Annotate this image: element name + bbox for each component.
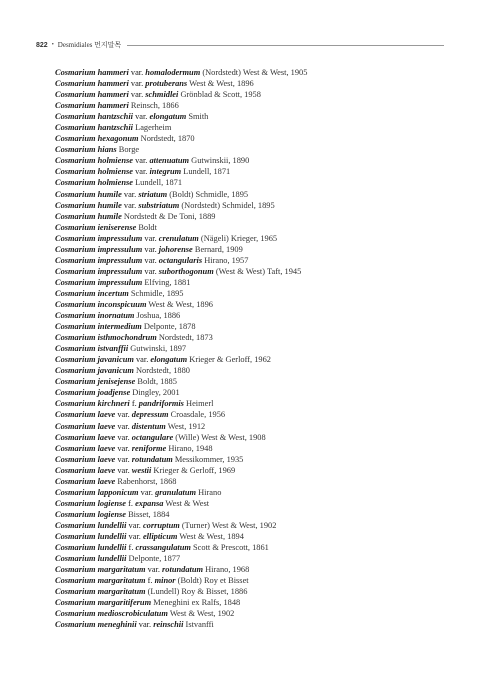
taxon-infraspecific: elongatum [150,355,188,365]
taxon-rank: var. [123,200,137,210]
taxon-entry [55,476,455,487]
taxon-entry [55,122,455,133]
taxon-authority: Dingley, 2001 [132,388,180,398]
taxon-entry [55,288,455,299]
taxon-rank: var. [144,266,157,276]
taxon-authority: Delponte, 1878 [143,322,196,332]
taxon-species: ieniserense [97,222,137,232]
taxon-entry [55,200,455,211]
taxon-entry [55,575,455,586]
taxon-entry [55,597,455,608]
taxon-authority: Grönblad & Scott, 1958 [180,90,261,100]
taxon-authority: Hirano, 1957 [204,255,249,265]
taxon-rank: var. [135,156,148,166]
taxon-species: hexagonum [97,134,139,144]
taxon-rank: f. [128,543,134,553]
taxon-entry [55,376,455,387]
taxon-entry [55,155,455,166]
taxon-species: jenisejense [97,377,136,387]
taxon-species: lundellii [97,520,127,530]
taxon-entry [55,78,455,89]
taxon-infraspecific: granulatum [155,487,197,497]
taxon-infraspecific: striatum [138,189,168,199]
taxon-genus: Cosmarium [55,609,96,619]
taxon-genus: Cosmarium [55,443,96,453]
taxon-species: kirchneri [97,399,130,409]
taxon-species: hammeri [97,68,129,77]
taxon-rank: var. [117,443,130,453]
taxon-rank: var. [128,520,141,530]
taxon-authority: Boldt [138,222,157,232]
taxon-genus: Cosmarium [55,620,96,630]
taxon-species: medioscrobiculatum [97,609,168,619]
taxon-genus: Cosmarium [55,134,96,144]
taxon-entry [55,608,455,619]
taxon-species: inornatum [97,311,135,321]
taxon-entry [55,244,455,255]
taxon-species: humile [97,189,122,199]
taxon-entry [55,553,455,564]
taxon-infraspecific: pandriformis [138,399,184,409]
taxon-rank: var. [130,90,144,100]
taxon-authority: Istvanffi [185,620,214,630]
bullet-separator: • [51,42,54,48]
taxon-genus: Cosmarium [55,531,96,541]
taxon-infraspecific: rotundatum [131,454,173,464]
taxon-authority: West & West, 1896 [189,79,254,89]
taxon-infraspecific: westii [131,465,152,475]
taxon-species: javanicum [97,355,134,365]
taxon-authority: West & West, 1894 [179,531,244,541]
taxon-genus: Cosmarium [55,355,96,365]
taxon-genus: Cosmarium [55,520,96,530]
taxon-genus: Cosmarium [55,454,96,464]
taxon-species: margaritatum [97,565,146,575]
taxon-genus: Cosmarium [55,322,96,332]
taxon-authority: Bernard, 1909 [194,244,243,254]
taxon-genus: Cosmarium [55,377,96,387]
taxon-authority: Nordstedt, 1873 [158,333,213,343]
taxon-entry [55,432,455,443]
taxon-infraspecific: expansa [135,498,164,508]
taxon-genus: Cosmarium [55,399,96,409]
taxon-entry [55,166,455,177]
taxon-genus: Cosmarium [55,388,96,398]
taxon-species: margaritatum [97,576,146,586]
taxon-genus: Cosmarium [55,90,96,100]
taxon-species: laeve [97,410,116,420]
taxon-authority: Scott & Prescott, 1861 [193,543,269,553]
taxon-entry [55,465,455,476]
taxon-authority: West & West, 1896 [148,299,213,309]
taxon-genus: Cosmarium [55,587,96,597]
taxon-authority: (Turner) West & West, 1902 [181,520,277,530]
taxon-entry [55,421,455,432]
taxon-entry [55,111,455,122]
taxon-authority: Gutwinski, 1897 [130,344,187,354]
taxon-rank: var. [135,355,149,365]
taxon-authority: Borge [118,145,140,155]
taxon-authority: Hirano, 1948 [168,443,213,453]
taxon-rank: f. [147,576,153,586]
taxon-authority: Croasdale, 1956 [170,410,226,420]
taxon-genus: Cosmarium [55,366,96,376]
taxon-entry [55,531,455,542]
taxon-species: humile [97,211,122,221]
taxon-authority: Messikommer, 1935 [174,454,244,464]
taxon-infraspecific: substriatum [138,200,180,210]
taxon-authority: Heimerl [186,399,214,409]
taxon-infraspecific: corruptum [142,520,180,530]
taxon-authority: Hirano [198,487,222,497]
taxon-entry [55,321,455,332]
taxon-species: meneghinii [97,620,137,630]
taxon-species: hantzschii [97,112,133,122]
taxon-species: hantzschii [97,123,133,133]
taxon-species: impressulum [97,255,143,265]
taxon-species: holmiense [97,178,133,188]
taxon-entry [55,299,455,310]
taxon-entry [55,487,455,498]
taxon-species: intermedium [97,322,142,332]
taxon-authority: West & West, 1902 [169,609,235,619]
taxon-rank: var. [140,487,153,497]
taxon-infraspecific: ellipticum [142,531,178,541]
taxon-rank: var. [135,167,148,177]
taxon-genus: Cosmarium [55,344,96,354]
taxon-species: margaritatum [97,587,146,597]
taxon-genus: Cosmarium [55,211,96,221]
taxon-authority: Bisset, 1884 [128,509,170,519]
taxon-genus: Cosmarium [55,233,96,243]
taxon-entry [55,520,455,531]
taxon-rank: var. [117,410,130,420]
header-rule [127,45,444,46]
taxon-genus: Cosmarium [55,178,96,188]
taxon-authority: Delponte, 1877 [128,554,181,564]
taxon-entry [55,443,455,454]
taxon-infraspecific: attenuatum [149,156,190,166]
taxon-infraspecific: elongatum [149,112,187,122]
taxon-authority: Elfving, 1881 [144,277,191,287]
taxon-genus: Cosmarium [55,255,96,265]
taxon-species: hammeri [97,101,129,111]
taxon-genus: Cosmarium [55,244,96,254]
taxon-entry [55,409,455,420]
taxon-genus: Cosmarium [55,156,96,166]
taxon-genus: Cosmarium [55,299,96,309]
taxon-genus: Cosmarium [55,333,96,343]
taxon-entry [55,144,455,155]
taxon-genus: Cosmarium [55,598,96,608]
taxon-entry [55,133,455,144]
taxon-species: lundellii [97,543,127,553]
taxon-species: laeve [97,443,116,453]
taxon-genus: Cosmarium [55,498,96,508]
taxon-entry [55,387,455,398]
taxon-authority: Lundell, 1871 [135,178,183,188]
taxon-genus: Cosmarium [55,421,96,431]
taxon-rank: var. [117,465,130,475]
taxon-genus: Cosmarium [55,112,96,122]
taxon-authority: (Nordstedt) Schmidel, 1895 [181,200,275,210]
taxon-authority: Krieger & Gerloff, 1969 [153,465,236,475]
taxon-authority: Hirano, 1968 [205,565,250,575]
taxon-genus: Cosmarium [55,200,96,210]
taxon-genus: Cosmarium [55,145,96,155]
taxon-rank: var. [123,189,137,199]
taxon-infraspecific: johorense [158,244,193,254]
taxon-authority: Schmidle, 1895 [130,288,184,298]
taxon-infraspecific: schmidlei [145,90,179,100]
taxon-species: impressulum [97,233,143,243]
taxon-infraspecific: reinschii [153,620,184,630]
taxon-authority: Boldt, 1885 [137,377,177,387]
taxon-genus: Cosmarium [55,554,96,564]
taxon-infraspecific: octangularis [158,255,203,265]
taxon-entry [55,332,455,343]
taxon-species: impressulum [97,244,143,254]
taxon-rank: var. [144,233,157,243]
taxon-rank: var. [130,68,144,77]
taxon-rank: var. [117,432,130,442]
taxon-authority: Nordstedt & De Toni, 1889 [123,211,216,221]
taxon-rank: var. [147,565,160,575]
taxon-entry [55,255,455,266]
taxon-entry [55,100,455,111]
taxon-entry [55,89,455,100]
taxon-genus: Cosmarium [55,167,96,177]
running-header [36,40,444,50]
taxon-entry [55,67,455,78]
taxon-rank: f. [128,498,133,508]
taxon-rank: var. [117,421,130,431]
taxon-entry [55,398,455,409]
taxon-authority: Joshua, 1886 [136,311,181,321]
taxon-infraspecific: reniforme [131,443,167,453]
taxon-genus: Cosmarium [55,465,96,475]
taxon-entry [55,177,455,188]
taxon-infraspecific: depressum [131,410,169,420]
taxon-genus: Cosmarium [55,509,96,519]
taxon-entry [55,542,455,553]
taxon-genus: Cosmarium [55,101,96,111]
taxon-infraspecific: minor [154,576,176,586]
taxon-species: lundellii [97,554,127,564]
taxon-authority: Nordstedt, 1880 [135,366,190,376]
taxon-infraspecific: suborthogonum [158,266,214,276]
taxon-genus: Cosmarium [55,543,96,553]
taxon-species: laeve [97,476,116,486]
taxon-authority: (Wille) West & West, 1908 [175,432,266,442]
taxon-species: laeve [97,454,116,464]
page-number: 822 [36,41,48,49]
taxon-entry [55,266,455,277]
taxon-species: hammeri [97,79,129,89]
taxon-authority: (Boldt) Roy et Bisset [177,576,249,586]
taxon-rank: f. [131,399,137,409]
taxon-genus: Cosmarium [55,222,96,232]
taxon-infraspecific: distentum [131,421,166,431]
taxon-species: logiense [97,498,126,508]
taxon-rank: var. [128,531,141,541]
taxon-species: incertum [97,288,129,298]
taxon-genus: Cosmarium [55,189,96,199]
taxon-entry [55,454,455,465]
taxon-species: margaritiferum [97,598,152,608]
taxon-genus: Cosmarium [55,487,96,497]
taxon-species: impressulum [97,277,143,287]
taxon-species: laeve [97,421,116,431]
taxon-authority: Meneghini ex Ralfs, 1848 [153,598,241,608]
taxon-entry [55,365,455,376]
taxon-species: logiense [97,509,126,519]
taxon-species: lapponicum [97,487,139,497]
taxon-entry [55,222,455,233]
taxon-species: holmiense [97,167,133,177]
taxon-species: humile [97,200,122,210]
taxon-infraspecific: crenulatum [158,233,199,243]
taxon-authority: West, 1912 [167,421,206,431]
taxon-rank: var. [117,454,130,464]
taxon-genus: Cosmarium [55,68,96,77]
taxon-authority: (West & West) Taft, 1945 [215,266,302,276]
taxon-authority: Lundell, 1871 [183,167,231,177]
taxon-entry [55,354,455,365]
taxon-genus: Cosmarium [55,266,96,276]
taxon-authority: Smith [188,112,209,122]
taxon-species: holmiense [97,156,133,166]
taxon-authority: West & West [165,498,210,508]
taxon-authority: Rabenhorst, 1868 [117,476,177,486]
taxon-authority: (Nägeli) Krieger, 1965 [200,233,278,243]
taxon-infraspecific: octangulare [131,432,174,442]
section-title: Desmidiales 먼지말목 [57,41,122,49]
taxon-rank: var. [138,620,152,630]
taxon-infraspecific: protuberans [145,79,188,89]
taxon-species: joadjense [97,388,131,398]
taxon-genus: Cosmarium [55,410,96,420]
taxon-rank: var. [144,244,157,254]
taxon-species: hians [97,145,117,155]
taxon-entry [55,189,455,200]
taxon-authority: Nordstedt, 1870 [140,134,195,144]
taxon-authority: (Nordstedt) West & West, 1905 [202,68,308,77]
taxon-genus: Cosmarium [55,123,96,133]
taxon-genus: Cosmarium [55,432,96,442]
taxon-entry [55,498,455,509]
taxon-species: hammeri [97,90,129,100]
taxon-entry [55,586,455,597]
taxon-list [55,67,455,630]
taxon-species: laeve [97,432,116,442]
taxon-species: impressulum [97,266,143,276]
taxon-rank: var. [130,79,144,89]
taxon-entry [55,211,455,222]
taxon-rank: var. [135,112,148,122]
taxon-entry [55,233,455,244]
taxon-species: inconspicuum [97,299,147,309]
taxon-entry [55,564,455,575]
taxon-genus: Cosmarium [55,79,96,89]
taxon-entry [55,619,455,630]
taxon-species: istvanffii [97,344,129,354]
taxon-authority: Gutwinskii, 1890 [191,156,250,166]
taxon-rank: var. [144,255,157,265]
taxon-species: isthmochondrum [97,333,157,343]
taxon-entry [55,310,455,321]
taxon-entry [55,343,455,354]
taxon-genus: Cosmarium [55,565,96,575]
taxon-authority: Lagerheim [135,123,172,133]
taxon-species: laeve [97,465,116,475]
taxon-authority: Reinsch, 1866 [130,101,179,111]
taxon-infraspecific: crassangulatum [135,543,191,553]
taxon-authority: (Lundell) Roy & Bisset, 1886 [147,587,248,597]
taxon-entry [55,277,455,288]
taxon-species: lundellii [97,531,127,541]
taxon-infraspecific: rotundatum [162,565,204,575]
taxon-genus: Cosmarium [55,288,96,298]
taxon-genus: Cosmarium [55,277,96,287]
taxon-species: javanicum [97,366,134,376]
taxon-genus: Cosmarium [55,476,96,486]
taxon-infraspecific: integrum [149,167,182,177]
taxon-authority: (Boldt) Schmidle, 1895 [169,189,249,199]
taxon-genus: Cosmarium [55,311,96,321]
taxon-authority: Krieger & Gerloff, 1962 [189,355,271,365]
taxon-genus: Cosmarium [55,576,96,586]
taxon-entry [55,509,455,520]
taxon-infraspecific: homalodermum [145,68,201,77]
